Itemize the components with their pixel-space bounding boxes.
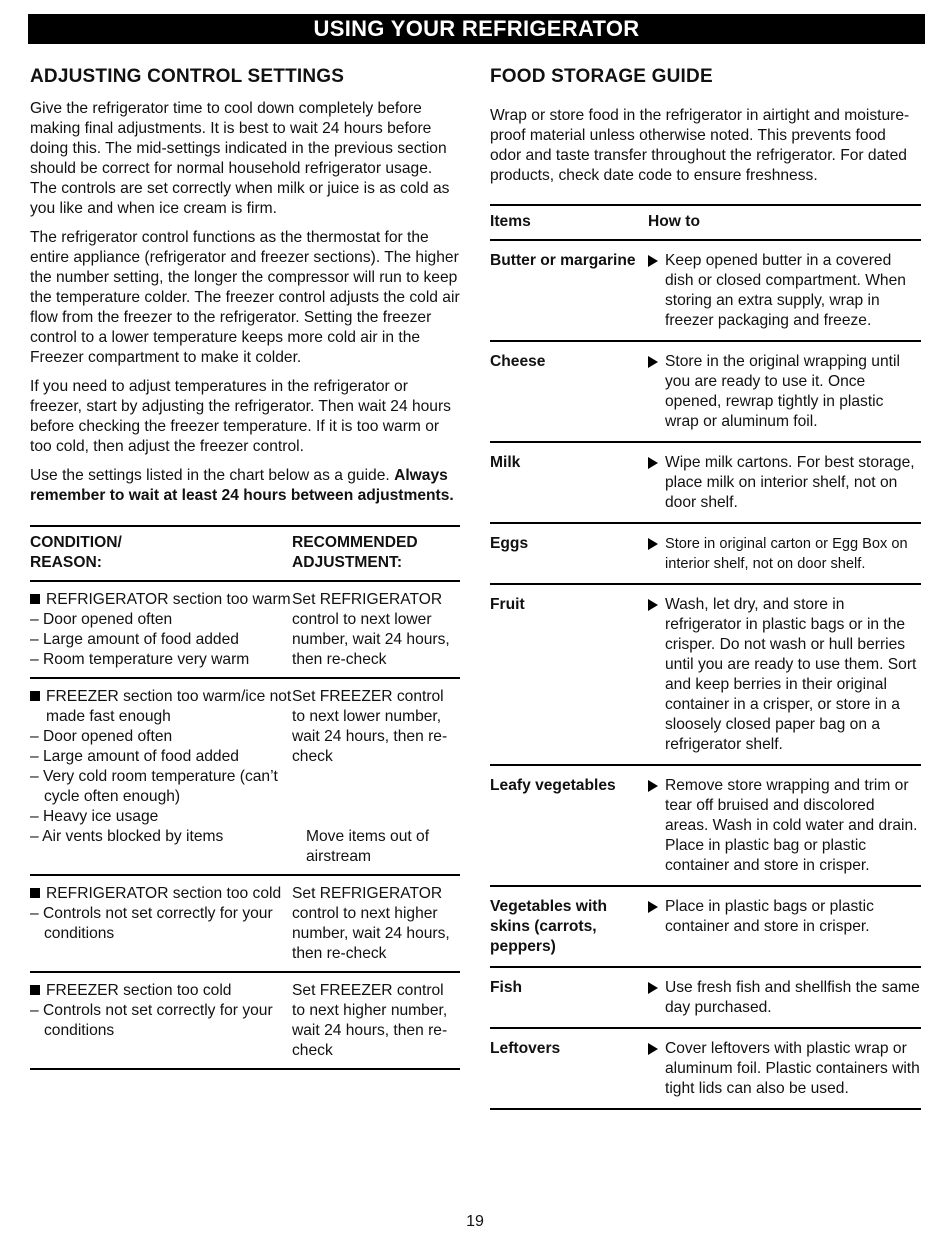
condition-cell	[30, 590, 292, 670]
reason-item: – Controls not set correctly for your conditions	[30, 1002, 273, 1039]
triangle-bullet-icon	[648, 982, 658, 994]
table-row	[30, 876, 460, 973]
condition-main: FREEZER section too cold	[46, 982, 232, 999]
adjustment-cell: Move items out of airstream	[306, 828, 430, 865]
table-row	[490, 524, 921, 585]
item-name: Fish	[490, 979, 523, 996]
adjustment-cell: Set FREEZER control to next lower number, wait 24 hours, then re-check	[292, 688, 448, 765]
item-name: Vegetables with skins (carrots, peppers)	[490, 898, 607, 955]
square-bullet-icon	[30, 888, 40, 898]
adjusting-controls-section	[30, 66, 460, 1070]
square-bullet-icon	[30, 985, 40, 995]
table-row	[490, 443, 921, 524]
table-row	[490, 1029, 921, 1110]
table-row	[490, 241, 921, 342]
how-to-text: Store in original carton or Egg Box on interior shelf, not on door shelf.	[665, 536, 908, 572]
how-to-text: Wipe milk cartons. For best storage, place milk on interior shelf, not on door shelf.	[665, 454, 915, 511]
item-name: Leftovers	[490, 1040, 561, 1057]
adjustment-cell: Set FREEZER control to next higher number, wait 24 hours, then re-check	[292, 982, 448, 1059]
condition-main: REFRIGERATOR section too warm	[46, 591, 291, 608]
table-row	[490, 585, 921, 766]
paragraph: The refrigerator control functions as the thermostat for the entire appliance (refrigerator and freezer sections). The higher the number setting, the longer the compressor will run to keep the temperature colder. The freezer control adjusts the cold air flow from the freezer to the refrigerator. Setting the freezer control to a lower temperature keeps more cold air in the Freezer compartment to make it colder.	[30, 229, 460, 366]
item-name: Fruit	[490, 596, 525, 613]
table-row	[490, 887, 921, 968]
header-condition: CONDITION/ REASON:	[30, 534, 122, 571]
item-name: Eggs	[490, 535, 529, 552]
paragraph	[30, 466, 460, 506]
section-heading: ADJUSTING CONTROL SETTINGS	[30, 66, 345, 87]
adjustment-cell: Set REFRIGERATOR control to next higher number, wait 24 hours, then re-check	[292, 885, 450, 962]
header-items: Items	[490, 213, 531, 230]
reason-item: – Room temperature very warm	[30, 651, 250, 668]
page-banner: USING YOUR REFRIGERATOR	[28, 14, 925, 44]
how-to-text: Keep opened butter in a covered dish or closed compartment. When storing an extra supply, wrap in freezer packaging and freeze.	[665, 252, 906, 329]
triangle-bullet-icon	[648, 901, 658, 913]
condition-table	[30, 525, 460, 1070]
condition-cell	[30, 884, 292, 964]
how-to-text: Place in plastic bags or plastic container and store in crisper.	[665, 898, 874, 935]
reason-item: – Large amount of food added	[30, 748, 239, 765]
reason-item: – Large amount of food added	[30, 631, 239, 648]
condition-cell	[30, 687, 292, 827]
item-name: Leafy vegetables	[490, 777, 616, 794]
how-to-text: Remove store wrapping and trim or tear off bruised and discolored areas. Wash in cold water and drain. Place in plastic bag or plastic container and store in crisper.	[665, 777, 918, 874]
condition-main: REFRIGERATOR section too cold	[46, 885, 282, 902]
guide-text: Use the settings listed in the chart below as a guide.	[30, 467, 390, 484]
triangle-bullet-icon	[648, 457, 658, 469]
paragraph: Wrap or store food in the refrigerator in airtight and moisture-proof material unless otherwise noted. This prevents food odor and taste transfer throughout the refrigerator. For dated products, check date code to ensure freshness.	[490, 107, 910, 184]
table-row	[30, 582, 460, 679]
triangle-bullet-icon	[648, 538, 658, 550]
item-name: Butter or margarine	[490, 252, 636, 269]
table-header	[30, 527, 460, 582]
section-heading: FOOD STORAGE GUIDE	[490, 66, 713, 87]
triangle-bullet-icon	[648, 255, 658, 267]
paragraph: If you need to adjust temperatures in the refrigerator or freezer, start by adjusting the refrigerator. Then wait 24 hours before checking the freezer temperature. If it is too warm or too cold, then adjust the freezer control.	[30, 378, 451, 455]
table-row	[30, 679, 460, 876]
reason-item: – Very cold room temperature (can’t cycle often enough)	[30, 768, 278, 805]
table-row	[490, 968, 921, 1029]
reason-item: – Door opened often	[30, 728, 173, 745]
reason-item: – Controls not set correctly for your conditions	[30, 905, 273, 942]
adjustment-cell: Set REFRIGERATOR control to next lower number, wait 24 hours, then re-check	[292, 591, 450, 668]
item-name: Milk	[490, 454, 521, 471]
food-storage-table	[490, 204, 921, 1110]
square-bullet-icon	[30, 691, 40, 701]
condition-main: FREEZER section too warm/ice not made fast enough	[46, 688, 292, 725]
how-to-text: Use fresh fish and shellfish the same day purchased.	[665, 979, 920, 1016]
how-to-text: Wash, let dry, and store in refrigerator in plastic bags or in the crisper. Do not wash or hull berries until you are ready to use them. Sort and keep berries in their original container in a crisper, or store in a sloosely closed paper bag on a refrigerator shelf.	[665, 596, 917, 753]
triangle-bullet-icon	[648, 1043, 658, 1055]
item-name: Cheese	[490, 353, 546, 370]
table-row	[490, 342, 921, 443]
square-bullet-icon	[30, 594, 40, 604]
bold-reminder: Always remember to wait at least 24 hours between adjustments.	[30, 467, 454, 504]
paragraph: Give the refrigerator time to cool down completely before making final adjustments. It is best to wait 24 hours before doing this. The mid-settings indicated in the previous section should be correct for normal household refrigerator usage. The controls are set correctly when milk or juice is as cold as you like and when ice cream is firm.	[30, 100, 450, 217]
reason-item: – Heavy ice usage	[30, 808, 159, 825]
triangle-bullet-icon	[648, 780, 658, 792]
header-adjustment: RECOMMENDED ADJUSTMENT:	[292, 534, 418, 571]
page-number: 19	[466, 1213, 484, 1230]
table-row	[490, 766, 921, 887]
how-to-text: Cover leftovers with plastic wrap or aluminum foil. Plastic containers with tight lids can also be used.	[665, 1040, 920, 1097]
reason-item: – Door opened often	[30, 611, 173, 628]
food-storage-section	[490, 66, 921, 1110]
triangle-bullet-icon	[648, 599, 658, 611]
condition-cell	[30, 981, 292, 1061]
table-row	[30, 973, 460, 1070]
header-howto: How to	[648, 213, 700, 230]
triangle-bullet-icon	[648, 356, 658, 368]
reason-item: – Air vents blocked by items	[30, 828, 224, 845]
how-to-text: Store in the original wrapping until you are ready to use it. Once opened, rewrap tightly in plastic wrap or aluminum foil.	[665, 353, 900, 430]
table-header	[490, 206, 921, 241]
